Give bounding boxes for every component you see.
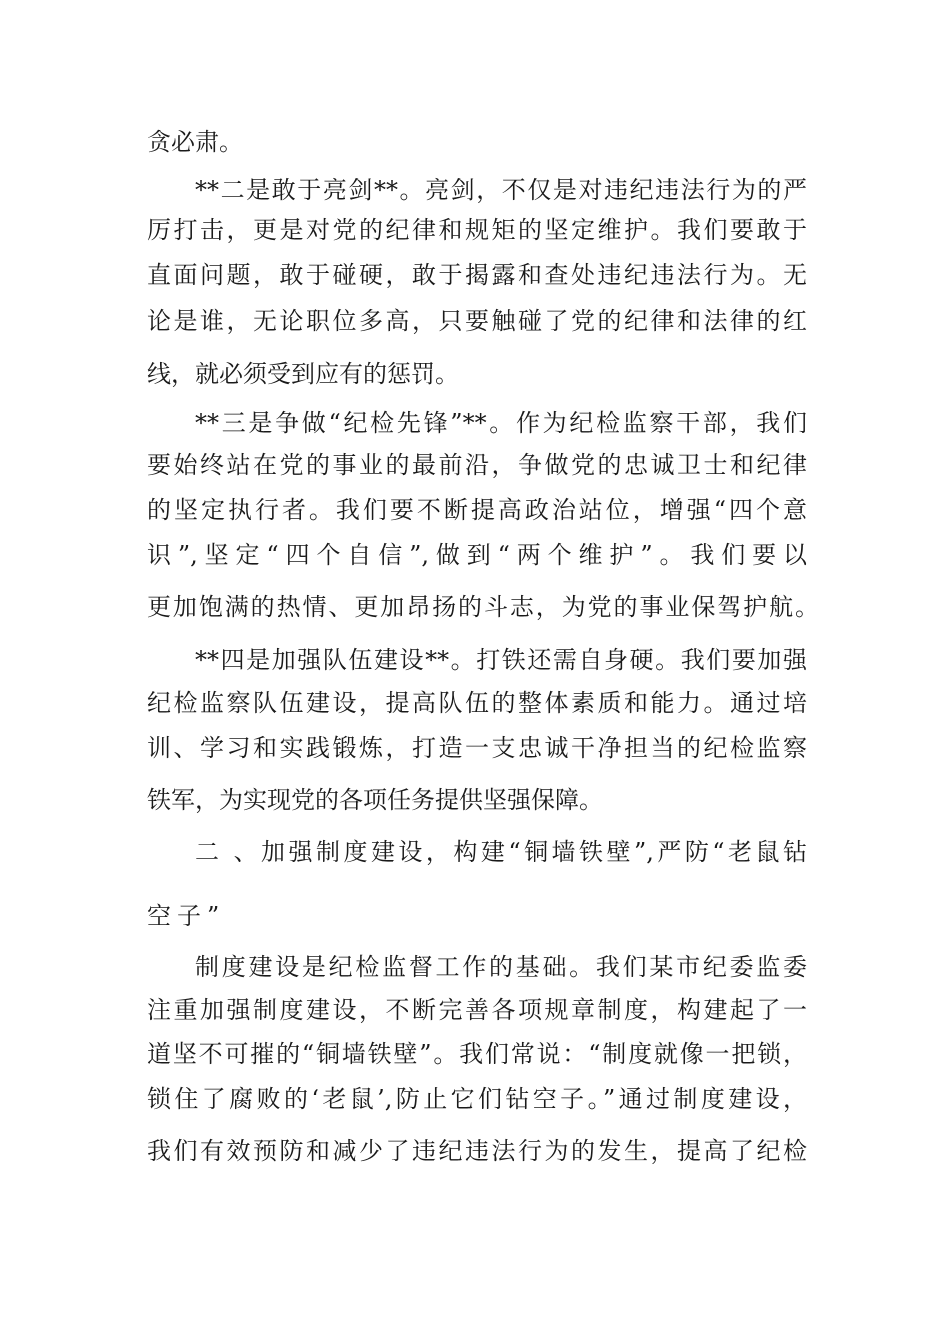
text-line: 铁军，为实现党的各项任务提供坚强保障。 [147,786,603,814]
text-line: 论是谁，无论职位多高，只要触碰了党的纪律和法律的红 [147,307,807,335]
text-line: 贪必肃。 [147,128,243,156]
text-line: 训、学习和实践锻炼，打造一支忠诚干净担当的纪检监察 [147,734,807,762]
text-line: 的坚定执行者。我们要不断提高政治站位，增强“四个意 [147,496,807,524]
text-line: 道坚不可摧的“铜墙铁壁”。我们常说：“制度就像一把锁， [147,1040,807,1068]
section-heading-line: 空子” [147,902,226,930]
text-line: 我们有效预防和减少了违纪违法行为的发生，提高了纪检 [147,1137,807,1165]
section-heading-line: 二 、加强制度建设，构建“铜墙铁壁”,严防“老鼠钻 [195,838,807,866]
paragraph-heading-line: **二是敢于亮剑**。亮剑，不仅是对违纪违法行为的严 [195,176,807,204]
text-line: 要始终站在党的事业的最前沿，争做党的忠诚卫士和纪律 [147,451,807,479]
text-line: 更加饱满的热情、更加昂扬的斗志，为党的事业保驾护航。 [147,593,819,621]
paragraph-heading-line: **三是争做“纪检先锋”**。作为纪检监察干部，我们 [195,409,807,437]
text-line: 直面问题，敢于碰硬，敢于揭露和查处违纪违法行为。无 [147,261,807,289]
text-line: 线，就必须受到应有的惩罚。 [147,360,459,388]
text-line: 制度建设是纪检监督工作的基础。我们某市纪委监委 [195,953,807,981]
text-line: 识”,坚定“四个自信”,做到“两个维护”。我们要以 [147,541,807,569]
text-line: 注重加强制度建设，不断完善各项规章制度，构建起了一 [147,996,807,1024]
paragraph-heading-line: **四是加强队伍建设**。打铁还需自身硬。我们要加强 [195,646,807,674]
text-line: 锁住了腐败的‘老鼠’,防止它们钻空子。”通过制度建设， [147,1085,807,1113]
text-line: 厉打击，更是对党的纪律和规矩的坚定维护。我们要敢于 [147,216,807,244]
text-line: 纪检监察队伍建设，提高队伍的整体素质和能力。通过培 [147,689,807,717]
